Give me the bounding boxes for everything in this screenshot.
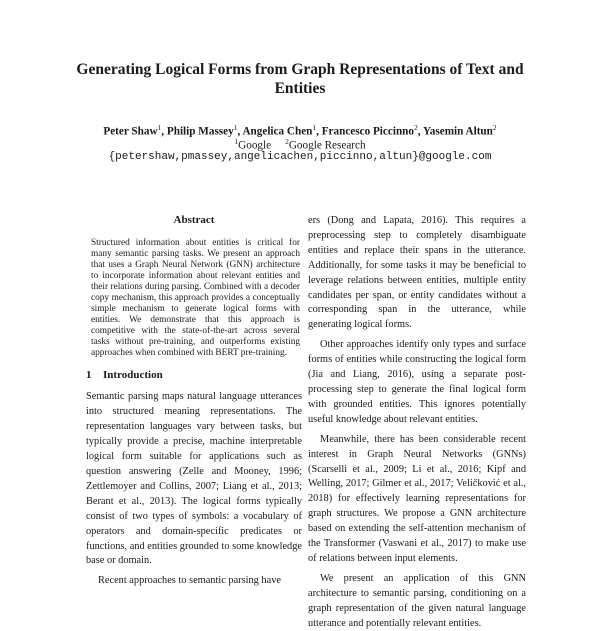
section-heading-introduction [86, 369, 302, 382]
intro-paragraph-1: Semantic parsing maps natural language utterances into structured meaning representations. The representation languages vary between tasks, but typically provide a precise, machine interpretable logical form suitable for applications such as question answering (Zelle and Mooney, 1996; Zettlemoyer and Collins, 2007; Liang et al., 2013; Berant et al., 2013). The logical forms typically consist of two types of symbols: a vocabulary of operators and domain-specific predicates or functions, and entities grounded to some knowledge base or domain. [86, 391, 302, 567]
author-affiliation-mark: 1 [233, 123, 238, 132]
author-affiliation-mark: 1 [157, 123, 162, 132]
author-affiliation-mark: 2 [414, 123, 418, 132]
section-title: Introduction [103, 369, 163, 382]
paper-title: Generating Logical Forms from Graph Representations of Text and Entities [76, 61, 524, 97]
affiliation-name: Google [238, 139, 272, 152]
intro-paragraph-2: Recent approaches to semantic parsing have [98, 575, 281, 587]
author-name: Peter Shaw [103, 125, 158, 138]
intro-paragraph-we-present: We present an application of this GNN architecture to semantic parsing, conditioning on a graph representation of the given natural language utterance and potentially relevant entities. [308, 572, 526, 629]
affiliation-name: Google Research [288, 139, 366, 152]
author-affiliation-mark: 2 [492, 123, 497, 132]
author-emails: {petershaw,pmassey,angelicachen,piccinno,altun}@google.com [108, 151, 492, 163]
intro-paragraph-continued: ers (Dong and Lapata, 2016). This requires a preprocessing step to completely disambiguate entities and replace their spans in the utterance. Additionally, for some tasks it may be beneficial to leverage relations between entities, multiple entity candidates per span, or entity candidates without a corresponding span in the utterance, while generating logical forms. [308, 215, 526, 331]
author-name: Philip Massey [166, 125, 234, 138]
abstract-heading: Abstract [173, 214, 215, 226]
right-column [308, 214, 526, 631]
intro-paragraph-other-approaches: Other approaches identify only types and surface forms of entities while constructing the logical form (Jia and Liang, 2016), using a separate post-processing step to generate the final logical form with grounded entities. This ignores potentially useful knowledge about relevant entities. [308, 339, 526, 425]
affiliation-number: 2 [285, 137, 289, 146]
author-name: Francesco Piccinno [321, 125, 414, 138]
author-name: Angelica Chen [242, 125, 313, 138]
affiliation-number: 1 [234, 137, 239, 146]
author-list: Peter Shaw$^1$, Philip Massey$^1$, Angelica Chen$^1$, Francesco Piccinno$^2$, Yasemin Altun$^2$ [103, 123, 497, 138]
abstract-text: Structured information about entities is critical for many semantic parsing tasks. We present an approach that uses a Graph Neural Network (GNN) architecture to incorporate information about relevant entities and their relations during parsing. Combined with a decoder copy mechanism, this approach provides a conceptually simple mechanism to generate logical forms with entities. We demonstrate that this approach is competitive with the state-of-the-art across several tasks without pre-training, and outperforms existing approaches when combined with BERT pre-training. [91, 238, 300, 358]
section-number: 1 [86, 369, 92, 382]
intro-paragraph-meanwhile: Meanwhile, there has been considerable recent interest in Graph Neural Networks (GNNs) (Scarselli et al., 2009; Li et al., 2016; Kipf and Welling, 2017; Gilmer et al., 2017; Veličković et al., 2018) for effectively learning representations for graph structures. We propose a GNN architecture based on extending the self-attention mechanism of the Transformer (Vaswani et al., 2017) to make use of relations between input elements. [308, 433, 526, 564]
author-affiliation-mark: 1 [312, 123, 317, 132]
author-name: Yasemin Altun [422, 125, 493, 138]
left-column [86, 214, 302, 589]
